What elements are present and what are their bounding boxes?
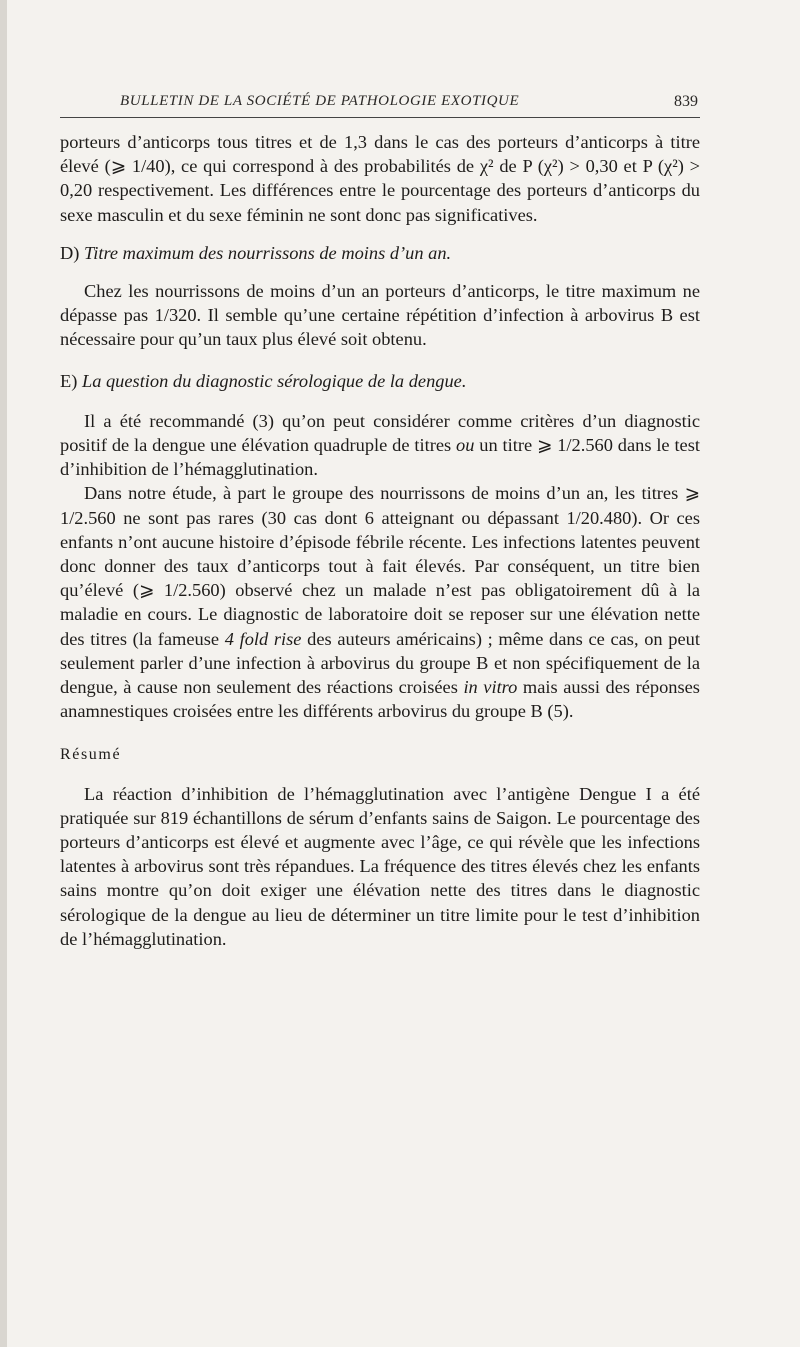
paragraph-4-part-a: Dans notre étude, à part le groupe des nourrissons de moins d’un an, les titres ⩾ 1/2.560 ne sont pas rares (30 cas dont 6 atteignant ou dépassant 1/20.480). Or ces enfants n’ont aucune histoire d’épisode fébrile récente. Les infections latentes peuvent donc donner des taux d’anticorps tout à fait élevés. Par conséquent, un titre bien qu’élevé (⩾ 1/2.560) observé chez un malade n’est pas obligatoirement dû à la maladie en cours. Le diagnostic de laboratoire doit se reposer sur une élévation nette des titres (la fameuse — [60, 483, 700, 649]
paragraph-3-ou: ou — [456, 435, 475, 456]
journal-title: BULLETIN DE LA SOCIÉTÉ DE PATHOLOGIE EXOTIQUE — [120, 93, 520, 109]
paragraph-4-fold-rise: 4 fold rise — [224, 628, 302, 649]
paragraph-4-part-c: mais aussi des réponses anamnestiques croisées entre les différents arbovirus du groupe B (5). — [60, 677, 700, 722]
paragraph-3 — [60, 409, 700, 482]
section-e-letter: E) — [60, 370, 78, 391]
header-rule — [60, 117, 700, 118]
page-edge — [0, 0, 7, 1347]
page-number: 839 — [674, 93, 698, 110]
section-e-heading — [60, 369, 700, 393]
resume-heading: Résumé — [60, 746, 122, 764]
article-body — [60, 130, 700, 951]
section-d-heading — [60, 241, 700, 265]
paragraph-2: Chez les nourrissons de moins d’un an porteurs d’anticorps, le titre maximum ne dépasse pas 1/320. Il semble qu’une certaine répétition d’infection à arbovirus B est nécessaire pour qu’un taux plus élevé soit obtenu. — [60, 281, 700, 350]
paragraph-1: porteurs d’anticorps tous titres et de 1,3 dans le cas des porteurs d’anticorps à titre élevé (⩾ 1/40), ce qui correspond à des probabilités de χ² de P (χ²) > 0,30 et P (χ²) > 0,20 respectivement. Les différences entre le pourcentage des porteurs d’anticorps du sexe masculin et du sexe féminin ne sont donc pas significatives. — [60, 132, 700, 225]
paragraph-4-in-vitro: in vitro — [463, 677, 518, 698]
running-header — [60, 93, 700, 115]
paragraph-4 — [60, 481, 700, 723]
section-e-title: La question du diagnostic sérologique de la dengue. — [81, 370, 467, 391]
paragraph-4-part-b: des auteurs américains) ; même dans ce cas, on peut seulement parler d’une infection à arbovirus du groupe B et non spécifiquement de la dengue, à cause non seulement des réactions croisées — [60, 628, 700, 698]
paragraph-3-part-a: Il a été recommandé (3) qu’on peut considérer comme critères d’un diagnostic positif de la dengue une élévation quadruple de titres — [60, 410, 700, 456]
section-d-letter: D) — [60, 242, 80, 263]
paragraph-3-part-b: un titre ⩾ 1/2.560 dans le test d’inhibition de l’hémagglutination. — [60, 435, 700, 480]
section-d-title: Titre maximum des nourrissons de moins d’un an. — [84, 242, 452, 263]
paragraph-5: La réaction d’inhibition de l’hémagglutination avec l’antigène Dengue I a été pratiquée sur 819 échantillons de sérum d’enfants sains de Saigon. Le pourcentage des porteurs d’anticorps est élevé et augmente avec l’âge, ce qui révèle que les infections latentes à arbovirus sont très répandues. La fréquence des titres élevés chez les enfants sains montre qu’on doit exiger une élévation nette des titres dans le diagnostic sérologique de la dengue au lieu de déterminer un titre limite pour le test d’inhibition de l’hémagglutination. — [60, 783, 700, 949]
